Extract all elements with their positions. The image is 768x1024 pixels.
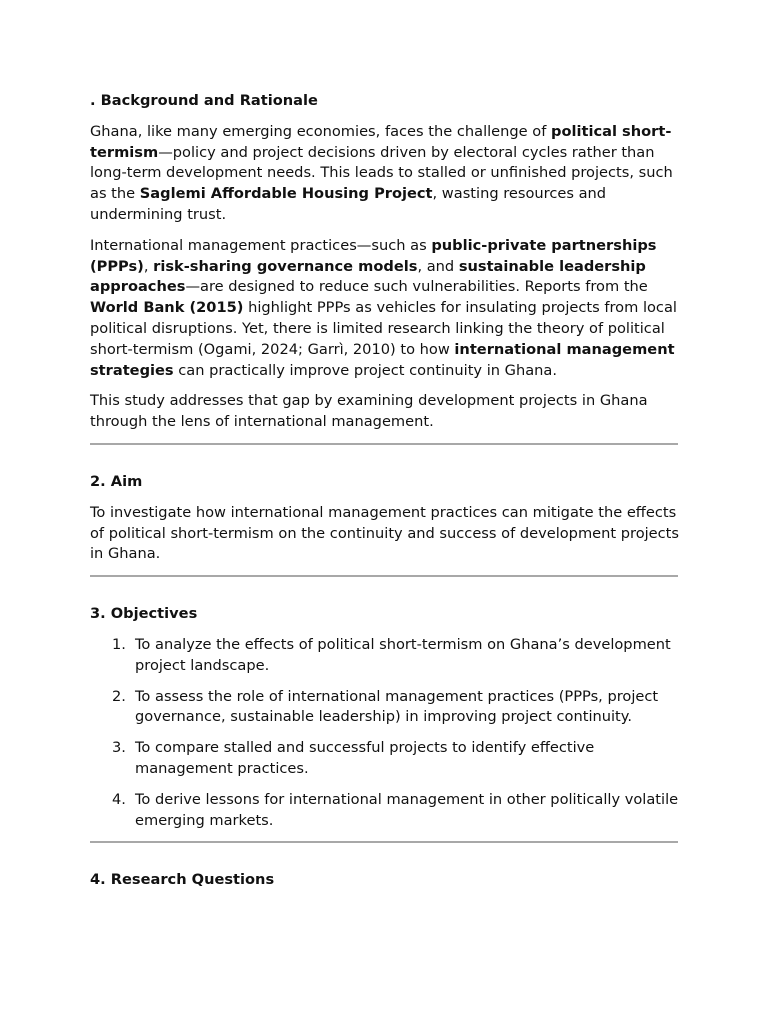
text-run: can practically improve project continuity in Ghana. [173,361,557,379]
text-run: , wasting resources and undermining trust. [90,185,607,223]
list-item [90,790,680,832]
list-item-number: 2. [112,687,126,705]
background-paragraph-2 [90,236,680,382]
section-divider [90,841,678,843]
list-item-text: To compare stalled and successful projects to identify effective management practices. [135,739,595,777]
text-run: highlight PPPs as vehicles for insulating projects from local political disruptions. Yet, there is limited research linking the theory of political short-termism (Ogami, 2024; Garrì, 2010) to how [90,299,677,358]
bold-phrase: political short-termism [90,122,672,161]
background-heading: . Background and Rationale [90,92,318,109]
bold-phrase: World Bank (2015) [90,299,244,317]
list-item-number: 4. [112,790,126,808]
text-run: —policy and project decisions driven by electoral cycles rather than long-term development needs. This leads to stalled or unfinished projects, such as the [90,143,673,203]
background-paragraph-3: This study addresses that gap by examining development projects in Ghana through the lens of international management. [90,392,648,431]
text-run: , and [417,257,459,275]
list-item-number: 3. [112,739,126,757]
list-item-number: 1. [112,635,126,653]
section-divider [90,575,678,577]
bold-phrase: sustainable leadership approaches [90,257,646,296]
section-divider [90,443,678,445]
objectives-list [90,635,680,831]
research-questions-heading: 4. Research Questions [90,871,275,889]
list-item [90,687,680,729]
list-item-text: To assess the role of international management practices (PPPs, project governance, sustainable leadership) in improving project continuity. [135,687,659,726]
background-paragraph-1 [90,122,680,226]
text-run: Ghana, like many emerging economies, faces the challenge of [90,122,551,140]
aim-heading: 2. Aim [90,472,143,490]
aim-text: To investigate how international management practices can mitigate the effects of political short-termism on the continuity and success of development projects in Ghana. [90,503,680,563]
list-item [90,635,680,677]
bold-phrase: public-private partnerships (PPPs) [90,236,657,275]
bold-phrase: risk-sharing governance models [153,257,418,275]
list-item-text: To analyze the effects of political short-termism on Ghana’s development project landscape. [135,635,671,674]
list-item [90,738,680,780]
document-page [90,91,680,901]
bold-phrase: international management strategies [90,340,675,379]
list-item-text: To derive lessons for international management in other politically volatile emerging markets. [135,790,679,829]
bold-phrase: Saglemi Affordable Housing Project [139,185,433,203]
text-run: —are designed to reduce such vulnerabilities. Reports from the [185,278,648,296]
text-run: , [143,257,154,275]
objectives-heading: 3. Objectives [90,605,198,623]
text-run: International management practices—such as [90,236,432,254]
